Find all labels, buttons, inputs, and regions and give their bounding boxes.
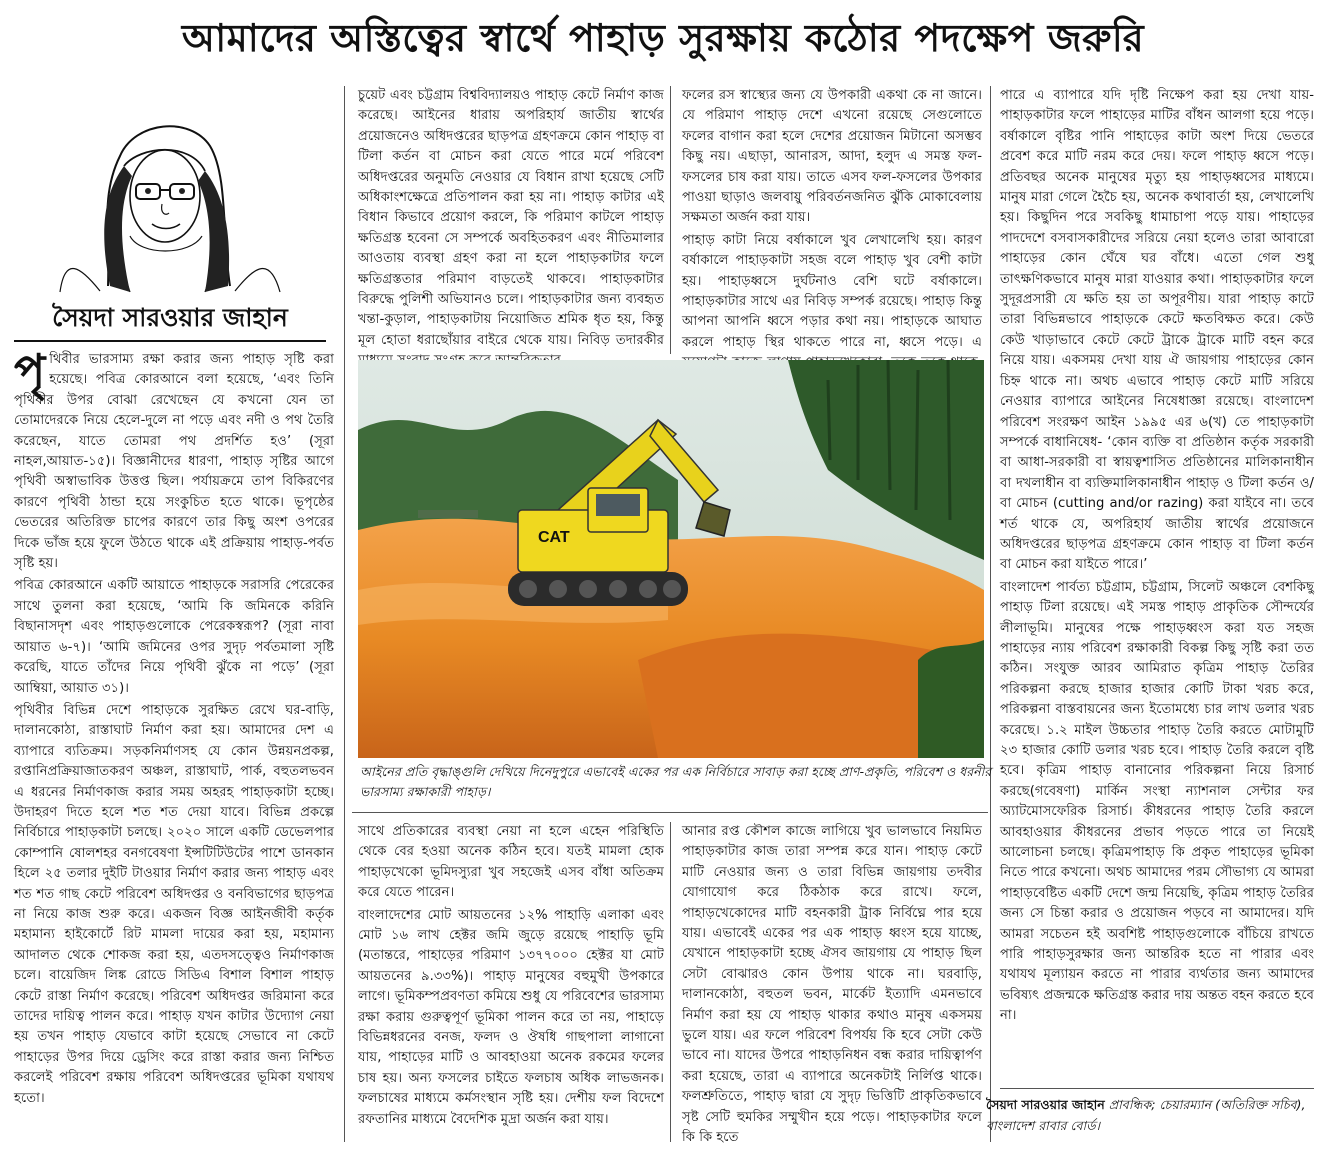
column-2-top: [358, 86, 664, 354]
drop-cap: পৃ: [14, 344, 46, 398]
column-3-top: [682, 86, 982, 354]
paragraph: ফলের রস স্বাস্থ্যের জন্য যে উপকারী একথা কে না জানে। যে পরিমাণ পাহাড় দেশে এখনো রয়েছে সেগুলোতে ফলের বাগান করা হলে দেশের প্রয়োজন মিটানো অসম্ভব কিছু নয়। এছাড়া, আনারস, আদা, হলুদ এ সমস্ত ফল-ফসলের চাষ করা যায়। তাতে এসব ফল-ফসলের উপকার পাওয়া ছাড়াও জলবায়ু পরিবর্তনজনিত ঝুঁকি মোকাবেলায় সক্ষমতা অর্জন করা যায়।: [682, 88, 982, 226]
author-note: [986, 1094, 1314, 1138]
author-note-divider: [1000, 1088, 1314, 1089]
headline: আমাদের অস্তিত্বের স্বার্থে পাহাড় সুরক্ষায় কঠোর পদক্ষেপ জরুরি: [181, 15, 1145, 60]
column-divider: [344, 86, 345, 1142]
author-portrait: [40, 86, 290, 292]
paragraph: পারে এ ব্যাপারে যদি দৃষ্টি নিক্ষেপ করা হয় দেখা যায়-পাহাড়কাটার ফলে পাহাড়ের মাটির বাঁধন আলগা হয়ে পড়ে। বর্ষাকালে বৃষ্টির পানি পাহাড়ের কাটা অংশ দিয়ে ভেতরে প্রবেশ করে মাটি নরম করে দেয়। ফলে পাহাড় ধ্বসে পড়ে। প্রতিবছর অনেক মানুষের মৃত্যু হয় পাহাড়ধ্বসের মাধ্যমে। মানুষ মারা গেলে হৈচৈ হয়, অনেক কথাবার্তা হয়, লেখালেখি হয়। কিছুদিন পরে সবকিছু ধামাচাপা পড়ে যায়। পাহাড়ের পাদদেশে বসবাসকারীদের সরিয়ে নেয়া হলেও তারা আবারো পাহাড়ের কোন ঘেঁষে ঘর বাঁধে। এতো গেল শুধু তাৎক্ষণিকভাবে মানুষ মারা যাওয়ার কথা। পাহাড়কাটার ফলে সুদূরপ্রসারী যে ক্ষতি হয় তা অপূরণীয়। যারা পাহাড় কাটে তারা বিভিন্নভাবে পাহাড়কে কেটে ক্ষতবিক্ষত করে। কেউ কেউ খাড়াভাবে কেটে কেটে ট্রাকে ট্রাকে মাটি বহন করে নিয়ে যায়। একসময় দেখা যায় ঐ জায়গায় পাহাড়ের কোন চিহ্ন থাকে না। অথচ এভাবে পাহাড় কেটে মাটি সরিয়ে নেওয়ার ব্যাপারে আইনের নিষেধাজ্ঞা রয়েছে। বাংলাদেশ পরিবেশ সংরক্ষণ আইন ১৯৯৫ এর ৬(খ) তে পাহাড়কাটা সম্পর্কে বাধানিষেধ- ‘কোন ব্যক্তি বা প্রতিষ্ঠান কর্তৃক সরকারী বা আধা-সরকারী বা স্বায়ত্বশাসিত প্রতিষ্ঠানের মালিকানাধীন বা দখলাধীন বা ব্যক্তিমালিকানাধীন পাহাড় ও টিলা কর্তন ও/বা মোচন (cutting and/or razing) করা যাইবে না। তবে শর্ত থাকে যে, অপরিহার্য জাতীয় স্বার্থের প্রয়োজনে অধিদপ্তরের ছাড়পত্র গ্রহণক্রমে কোন পাহাড় বা টিলা কর্তন বা মোচন করা যাইতে পারে।’: [1000, 88, 1314, 573]
paragraph: সাথে প্রতিকারের ব্যবস্থা নেয়া না হলে এহেন পরিস্থিতি থেকে বের হওয়া অনেক কঠিন হবে। যতই মামলা হোক পাহাড়খেকো ভূমিদস্যুরা খুব সহজেই এসব বাঁধা অতিক্রম করে যেতে পারেন।: [358, 824, 664, 901]
column-2-bottom: [358, 822, 664, 1142]
excavator-photo: [358, 360, 984, 758]
paragraph: পবিত্র কোরআনে একটি আয়াতে পাহাড়কে সরাসরি পেরেকের সাথে তুলনা করা হয়েছে, ‘আমি কি জমিনকে করিনি বিছানাসদৃশ এবং পাহাড়গুলোকে পেরেকস্বরূপ? (সূরা নাবা আয়াত ৬-৭)। ‘আমি জমিনের ওপর সুদৃঢ় পর্বতমালা সৃষ্টি করেছি, যাতে তাঁদের নিয়ে পৃথিবী ঝুঁকে না পড়ে’ (সূরা আম্বিয়া, আয়াত ৩১)।: [14, 578, 334, 696]
column-divider: [670, 822, 671, 1142]
column-1: [14, 344, 334, 1142]
column-3-bottom: [682, 822, 982, 1146]
author-byline: সৈয়দা সারওয়ার জাহান: [14, 296, 326, 342]
paragraph: চুয়েট এবং চট্টগ্রাম বিশ্ববিদ্যালয়ও পাহাড় কেটে নির্মাণ কাজ করেছে। আইনের ধারায় অপরিহার্য জাতীয় স্বার্থের প্রয়োজনেও অধিদপ্তরের ছাড়পত্র গ্রহণক্রমে কোন পাহাড় বা টিলা কর্তন বা মোচন করা যেতে পারে মর্মে পরিবেশ অধিদপ্তরের অনুমতি নেওয়ার যে বিধান রাখা হয়েছে সেটি অধিকাংশক্ষেত্রে প্রতিপালন করা হয় না। পাহাড় কাটার এই বিধান কিভাবে প্রয়োগ করলে, কি পরিমাণ কাটলে পাহাড় ক্ষতিগ্রস্ত হবেনা সে সম্পর্কে অবহিতকরণ এবং নীতিমালার আওতায় ব্যবস্থা গ্রহণ করা না হলে পাহাড়কাটার ফলে ক্ষতিগ্রস্ততার পরিমাণ বাড়তেই থাকবে। পাহাড়কাটার বিরুদ্ধে পুলিশী অভিযানও চলে। পাহাড়কাটার জন্য ব্যবহৃত খন্তা-কুড়াল, পাহাড়কাটায় নিয়োজিত শ্রমিক ধৃত হয়, কিন্তু মূল হোতা ধরাছোঁয়ার বাইরে থেকে যায়। নিবিড় তদারকীর: [358, 88, 664, 348]
paragraph: পৃথিবীর বিভিন্ন দেশে পাহাড়কে সুরক্ষিত রেখে ঘর-বাড়ি, দালানকোঠা, রাস্তাঘাট নির্মাণ করা হয়। আমাদের দেশ এ ব্যাপারে ব্যতিক্রম। সড়কনির্মাণসহ যে কোন উন্নয়নপ্রকল্প, রপ্তানিপ্রক্রিয়াজাতকরণ অঞ্চল, রাস্তাঘাট, পার্ক, বহুতলভবন এ ধরনের নির্মাণকাজ করার সময় অহরহ পাহাড়কাটা হচ্ছে। উদাহরণ দিতে হলে শত শত দেয়া যাবে। বিভিন্ন প্রকল্পে নির্বিচারে পাহাড়কাটা চলছে। ২০২০ সালে একটি ডেভেলপার কোম্পানি ষোলশহর বনগবেষণা ইন্সটিটিউটের পাশে ডানকান হিলে ২৫ তলার দুইটি টাওয়ার নির্মাণ করার জন্য পাহাড় এবং শত শত গাছ কেটে পরিবেশ অধিদপ্তর ও বনবিভাগের ছাড়পত্র না নিয়ে কাজ শুরু করে। একজন বিজ্ঞ আইনজীবী কর্তৃক মহামান্য হাইকোর্টে রিট মামলা দায়ের করা হয়, মহামান্য আদালত থেকে শোকজ করা হয়, এতদসত্ত্বেও নির্মাণকাজ চলে। বায়েজিদ লিঙ্ক রোডে সিডিএ বিশাল বিশাল পাহাড় কেটে রাস্তা নির্মাণ করেছে। পরিবেশ অধিদপ্তর জরিমানা করে তাদের দায়িত্ব পালন করে। পাহাড় যখন কাটার উদ্যোগ নেয়া হয় তখন পাহাড় যেভাবে কাটা হয়েছে সেভাবে না কেটে পাহাড়ের উপর দিয়ে ড্রেসিং করে রাস্তা করার জন্য নিশ্চিত করলেই পরিবেশ রক্ষায় পরিবেশ অধিদপ্তরের ভূমিকা যথাযথ হতো।: [14, 702, 334, 1106]
paragraph: পৃথিবীর ভারসাম্য রক্ষা করার জন্য পাহাড় সৃষ্টি করা হয়েছে। পবিত্র কোরআনে বলা হয়েছে, ‘এবং তিনি পৃথিবীর উপর বোঝা রেখেছেন যে কখনো যেন তা তোমাদেরকে নিয়ে হেলে-দুলে না পড়ে এবং নদী ও পথ তৈরি করেছেন, যাতে তোমরা পথ প্রদর্শিত হও’ (সূরা নাহল,আয়াত-১৫)। বিজ্ঞানীদের ধারণা, পাহাড় সৃষ্টির আগে পৃথিবী অস্বাভাবিক উত্তপ্ত ছিল। পর্যায়ক্রমে তাপ বিকিরণের কারণে পৃথিবী ঠান্ডা হয়ে সংকুচিত হতে থাকে। ভূপৃষ্ঠের ভেতরের অতিরিক্ত চাপের কারণে তার কিছু অংশ ওপরের দিকে ভাঁজ হয়ে ফুলে উঠতে থাকে এই প্রক্রিয়ায় পাহাড়-পর্বত সৃষ্টি হয়।: [14, 344, 334, 572]
column-divider: [990, 86, 991, 1142]
column-4: [1000, 86, 1314, 1086]
paragraph: বাংলাদেশের মোট আয়তনের ১২% পাহাড়ি এলাকা এবং মোট ১৬ লাখ হেক্টর জমি জুড়ে রয়েছে পাহাড়ি ভূমি (মতান্তরে, পাহাড়ের পরিমাণ ১৩৭৭০০০ হেক্টর যা মোট আয়তনের ৯.৩৩%)। পাহাড় মানুষের বহুমুখী উপকারে লাগে। ভূমিকম্পপ্রবণতা কমিয়ে শুধু যে পরিবেশের ভারসাম্য রক্ষা করায় গুরুত্বপূর্ণ ভূমিকা পালন করে তা নয়, পাহাড়ে বিভিন্নধরনের বনজ, ফলদ ও ঔষধি গাছপালা লাগানো যায়, পাহাড়ের মাটি ও আবহাওয়া অনেক রকমের ফলের চাষ হয়। অন্য ফসলের চাইতে ফলচাষ অধিক লাভজনক। ফলচাষের মাধ্যমে কর্মসংস্থান সৃষ্টি হয়। দেশীয় ফল বিদেশে রফতানির মাধ্যমে বৈদেশিক মুদ্রা অর্জন করা যায়।: [358, 907, 664, 1127]
photo-caption: আইনের প্রতি বৃদ্ধাঙ্গুলি দেখিয়ে দিনেদুপুরে এভাবেই একের পর এক নির্বিচারে সাবাড় করা হচ্ছে প্রাণ-প্রকৃতি, পরিবেশ ও ধরনীর ভারসাম্য রক্ষাকারী পাহাড়।: [360, 764, 992, 799]
caption-divider: [352, 812, 988, 813]
author-note-name: সৈয়দা সারওয়ার জাহান: [986, 1097, 1105, 1112]
column-divider: [670, 86, 671, 354]
author-note-role: প্রাবন্ধিক; চেয়ারম্যান (অতিরিক্ত সচিব), বাংলাদেশ রাবার বোর্ড।: [986, 1097, 1306, 1133]
paragraph: আনার রপ্ত কৌশল কাজে লাগিয়ে খুব ভালভাবে নিয়মিত পাহাড়কাটার কাজ তারা সম্পন্ন করে যান। পাহাড় কেটে মাটি নেওয়ার জন্য ও তারা বিভিন্ন জায়গায় তদবীর যোগাযোগ করে ঠিকঠাক করে রাখে। ফলে, পাহাড়খেকোদের মাটি বহনকারী ট্রাক নির্বিঘ্নে পার হয়ে যায়। এভাবেই একের পর এক পাহাড় ধ্বংস হয়ে যাচ্ছে, যেখানে পাহাড়কাটা হচ্ছে ঐসব জায়গায় যে পাহাড় ছিল সেটা বোঝারও কোন উপায় থাকে না। ঘরবাড়ি, দালানকোঠা, বহুতল ভবন, মার্কেট ইত্যাদি এমনভাবে নির্মাণ করা হয় যে পাহাড় থাকার কথাও মানুষ একসময় ভুলে যায়। এর ফলে পরিবেশ বিপর্যয় কি হবে সেটা কেউ ভাবে না। যাদের উপরে পাহাড়নিধন বন্ধ করার দায়িত্বার্পণ করা হয়েছে, তারা এ ব্যাপারে অনেকটাই নির্লিপ্ত থাকে। ফলশ্রুতিতে, পাহাড় দ্বারা যে সুদৃঢ় ভিত্তিটি প্রাকৃতিকভাবে সৃষ্ট সেটি হুমকির সম্মুখীন হয়ে পড়ে। পাহাড়কাটার ফলে কি কি হতে: [682, 824, 982, 1146]
machine-label: CAT: [538, 529, 570, 546]
paragraph: পাহাড় কাটা নিয়ে বর্ষাকালে খুব লেখালেখি হয়। কারণ বর্ষাকালে পাহাড়কাটা সহজ বলে পাহাড় খুব বেশী কাটা হয়। পাহাড়ধ্বসে দুর্ঘটনাও বেশি ঘটে বর্ষাকালে। পাহাড়কাটার সাথে এর নিবিড় সম্পর্ক রয়েছে। পাহাড় কিন্তু আপনা আপনি ধ্বসে পড়ার কথা নয়। পাহাড়কে আঘাত করলে পাহাড় স্থির থাকতে পারে না, ধ্বসে পড়ে। এ: [682, 232, 982, 350]
paragraph: বাংলাদেশ পার্বত্য চট্টগ্রাম, চট্টগ্রাম, সিলেট অঞ্চলে বেশকিছু পাহাড় টিলা রয়েছে। এই সমস্ত পাহাড় প্রাকৃতিক সৌন্দর্যের লীলাভূমি। মানুষের পক্ষে পাহাড়ধ্বংস করা যত সহজ পাহাড়ের ন্যায় পরিবেশ রক্ষাকারী বিকল্প কিছু সৃষ্টি করা তত কঠিন। সংযুক্ত আরব আমিরাত কৃত্রিম পাহাড় তৈরির পরিকল্পনা করছে হাজার হাজার কোটি টাকা খরচ করে, পরিকল্পনা বাস্তবায়নের জন্য ইতোমধ্যে চার লাখ ডলার খরচ করেছে। ১.২ মাইল উচ্চতার পাহাড় তৈরি করতে মোটামুটি ২৩ হাজার কোটি ডলার খরচ হবে। পাহাড় তৈরি করলে বৃষ্টি হবে। কৃত্রিম পাহাড় বানানোর পরিকল্পনা নিয়ে রিসার্চ করছে(গবেষণা) মার্কিন সংস্থা ন্যাশনাল সেন্টার ফর অ্যাটমোসফেরিক রিসার্চ। কীধরনের পাহাড় তৈরি করলে আবহাওয়ার কীধরনের প্রভাব পড়তে পারে তা নিয়েই আলোচনা চলছে। কৃত্রিমপাহাড় কি প্রকৃত পাহাড়ের ভূমিকা নিতে পারে কখনো। অথচ আমাদের পরম সৌভাগ্য যে আমরা পাহাড়বেষ্টিত একটি দেশে জন্ম নিয়েছি, কৃত্রিম পাহাড় তৈরির জন্য সে চিন্তা করার ও প্রয়োজন পড়বে না আমাদের। যদি আমরা সচেতন হই অবশিষ্ট পাহাড়গুলোকে বাঁচিয়ে রাখতে পারি পাহাড়সুরক্ষার জন্য আন্তরিক হতে না পারার এবং যথাযথ মূল্যায়ন করতে না পারার ব্যর্থতার জন্য আমাদের ভবিষ্যৎ প্রজন্মকে ক্ষতিগ্রস্ত করার দায় অন্তত বহন করতে হবে না।: [1000, 579, 1314, 1024]
